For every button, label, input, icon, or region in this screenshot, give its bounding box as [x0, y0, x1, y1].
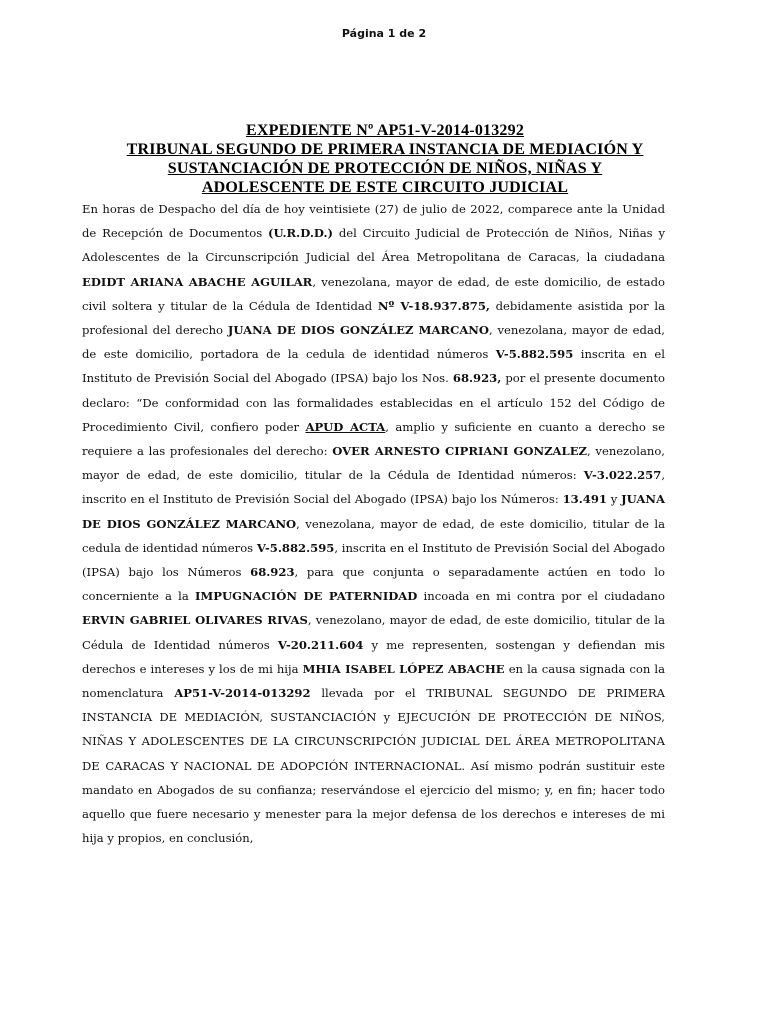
body-text-segment: , venezolana, mayor de edad, de este domicilio, titular de la cedula de identidad números [82, 516, 666, 555]
case-number-inline: AP51-V-2014-013292 [174, 686, 311, 701]
body-text-segment: , amplio y suficiente en cuanto a derecho se requiere a las profesionales del derecho: [82, 419, 665, 459]
attorney-1-ipsa-number: 13.491 [562, 492, 607, 507]
body-text-segment: y [606, 492, 622, 507]
apud-acta-term: APUD ACTA [305, 419, 386, 434]
body-text-segment: inscrita en el Instituto de Previsión Social del Abogado (IPSA) bajo los Nos. [82, 347, 665, 386]
body-text-segment: , venezolana, mayor de edad, de este domicilio, de estado civil soltera y titular de la Cédula de Identidad [82, 274, 665, 313]
urdd-abbreviation: (U.R.D.D.) [267, 226, 334, 241]
court-name-line-3: ADOLESCENTE DE ESTE CIRCUITO JUDICIAL [201, 179, 569, 196]
attorney-2-id-number: V-5.882.595 [256, 540, 335, 555]
body-text-segment: En horas de Despacho del día de hoy veintisiete (27) de julio de 2022, comparece ante la Unidad de Recepción de Documentos [82, 202, 665, 241]
body-text-segment: debidamente asistida por la profesional del derecho [82, 298, 665, 338]
plaintiff-name: ERVIN GABRIEL OLIVARES RIVAS [82, 613, 308, 628]
body-text-segment: y me representen, sostengan y defiendan mis derechos e intereses y los de mi hija [82, 637, 665, 676]
case-number-heading: EXPEDIENTE Nº AP51-V-2014-013292 [245, 122, 525, 139]
applicant-id-number: Nº V-18.937.875, [377, 298, 490, 313]
lawyer-name: JUANA DE DIOS GONZÁLEZ MARCANO [227, 323, 490, 338]
attorney-2-ipsa-number: 68.923 [250, 565, 295, 580]
document-body [82, 197, 665, 850]
document-title [60, 121, 710, 197]
court-name-line-2: SUSTANCIACIÓN DE PROTECCIÓN DE NIÑOS, NIÑAS Y [167, 160, 603, 177]
body-text-segment: , inscrito en el Instituto de Previsión Social del Abogado (IPSA) bajo los Números: [82, 468, 665, 507]
attorney-1-name: OVER ARNESTO CIPRIANI GONZALEZ [332, 444, 587, 459]
body-text-segment: en la causa signada con la nomenclatura [82, 661, 665, 701]
body-text-segment: llevada por el TRIBUNAL SEGUNDO DE PRIMERA INSTANCIA DE MEDIACIÓN, SUSTANCIACIÓN y EJECUCIÓN DE PROTECCIÓN DE NIÑOS, NIÑAS Y ADOLESCENTES DE LA CIRCUNSCRIPCIÓN JUDICIAL DEL ÁREA METROPOLITANA DE CARACAS Y NACIONAL DE ADOPCIÓN INTERNACIONAL. Así mismo podrán sustituir este mandato en Abogados de su confianza; reservándose el ejercicio del mismo; y, en fin; hacer todo aquello que fuere necesario y menester para la mejor defensa de los derechos e intereses de mi hija y propios, en conclusión, [82, 686, 665, 846]
daughter-name: MHIA ISABEL LÓPEZ ABACHE [302, 661, 505, 676]
attorney-2-name: JUANA DE DIOS GONZÁLEZ MARCANO [82, 492, 665, 531]
body-text-segment: del Circuito Judicial de Protección de Niños, Niñas y Adolescentes de la Circunscripción Judicial del Área Metropolitana de Caracas, la ciudadana [82, 226, 665, 265]
body-text-segment: , inscrita en el Instituto de Previsión Social del Abogado (IPSA) bajo los Números [82, 540, 665, 580]
page-number-label: Página 1 de 2 [341, 27, 427, 40]
body-text-segment: , venezolano, mayor de edad, de este domicilio, titular de la Cédula de Identidad números: [82, 444, 665, 483]
lawyer-ipsa-number: 68.923, [452, 371, 502, 386]
applicant-name: EDIDT ARIANA ABACHE AGUILAR [82, 274, 313, 289]
body-text-segment: , para que conjunta o separadamente actúen en todo lo concerniente a la [82, 565, 665, 604]
court-name-line-1: TRIBUNAL SEGUNDO DE PRIMERA INSTANCIA DE MEDIACIÓN Y [126, 141, 644, 158]
body-text-segment: por el presente documento declaro: “De conformidad con las formalidades establecidas en el artículo 152 del Código de Procedimiento Civil, confiero poder [82, 371, 665, 434]
body-text-segment: incoada en mi contra por el ciudadano [417, 589, 665, 604]
lawyer-id-number: V-5.882.595 [495, 347, 574, 362]
body-text-segment: , venezolana, mayor de edad, de este domicilio, portadora de la cedula de identidad números [82, 323, 665, 362]
body-text-segment: , venezolano, mayor de edad, de este domicilio, titular de la Cédula de Identidad números [82, 613, 665, 652]
case-type: IMPUGNACIÓN DE PATERNIDAD [194, 589, 418, 604]
attorney-1-id-number: V-3.022.257 [583, 468, 662, 483]
plaintiff-id-number: V-20.211.604 [277, 637, 364, 652]
